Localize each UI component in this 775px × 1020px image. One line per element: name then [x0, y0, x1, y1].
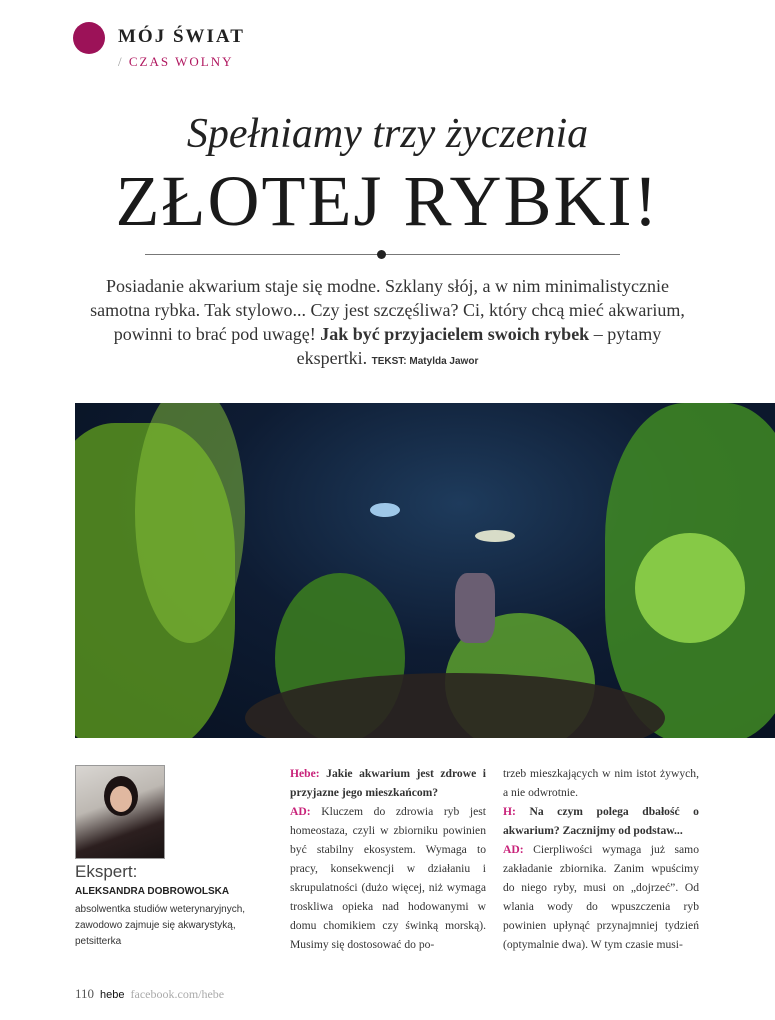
- subsection-label: CZAS WOLNY: [128, 54, 234, 69]
- headline-line1: Spełniamy trzy życzenia: [186, 111, 589, 157]
- question-label: Hebe:: [290, 767, 320, 780]
- page-number: 110: [75, 986, 95, 1001]
- subsection: [118, 54, 234, 70]
- question-text: Na czym polega dbałość o akwarium? Zacznijmy od podstaw...: [503, 805, 699, 837]
- aquarium-photo: [75, 403, 775, 738]
- lead-tail: – pytamy ekspertki.: [296, 324, 662, 368]
- answer-continued: trzeb mieszkających w nim istot żywych, a nie odwrotnie.: [503, 767, 699, 799]
- expert-label: Ekspert:: [75, 862, 138, 881]
- answer-text: Kluczem do zdrowia ryb jest homeostaza, czyli w zbiorniku powinien być stabilny ekosystem. Wymaga to pracy, konsekwencji w działaniu i skrupulatności (dużo więcej, niż wymaga troskliwa opieka nad hodowanymi w domu chomikiem czy świnką morską). Musimy się dostosować do po-: [290, 805, 486, 951]
- facebook-link[interactable]: facebook.com/hebe: [130, 987, 225, 1001]
- section-dot: [73, 22, 105, 54]
- answer-text: Cierpliwości wymaga już samo zakładanie zbiornika. Zanim wpuścimy do niego ryby, musi on „dojrzeć”. Od wlania wody do wpuszczenia ryb powinien upłynąć przynajmniej tydzień (optymalnie dwa). W tym czasie musi-: [503, 843, 699, 951]
- question-text: Jakie akwarium jest zdrowe i przyjazne jego mieszkańcom?: [290, 767, 486, 799]
- section-title: MÓJ ŚWIAT: [118, 26, 245, 47]
- expert-description: absolwentka studiów weterynaryjnych, zawodowo zajmuje się akwarystyką, petsitterka: [75, 904, 246, 947]
- divider-dot: [377, 250, 386, 259]
- lead-bold: Jak być przyjacielem swoich rybek: [320, 324, 590, 344]
- brand-logo: hebe: [100, 989, 125, 1001]
- article-column-1: [290, 764, 486, 954]
- lead-text: Posiadanie akwarium staje się modne. Szklany słój, a w nim minimalistycznie samotna rybka. Tak stylowo... Czy jest szczęśliwa? Ci, który chcą mieć akwarium, powinni to brać pod uwagę!: [90, 276, 685, 344]
- answer-label: AD:: [290, 805, 311, 818]
- lead-paragraph: [90, 274, 685, 374]
- question-label: H:: [503, 805, 516, 818]
- answer-label: AD:: [503, 843, 524, 856]
- headline-line2: ZŁOTEJ RYBKI!: [115, 161, 660, 241]
- slash: /: [118, 54, 124, 69]
- page-footer: [75, 986, 224, 1002]
- expert-portrait: [75, 765, 165, 859]
- expert-name: ALEKSANDRA DOBROWOLSKA: [75, 886, 230, 897]
- article-column-2: [503, 764, 699, 954]
- byline: TEKST: Matylda Jawor: [371, 356, 479, 367]
